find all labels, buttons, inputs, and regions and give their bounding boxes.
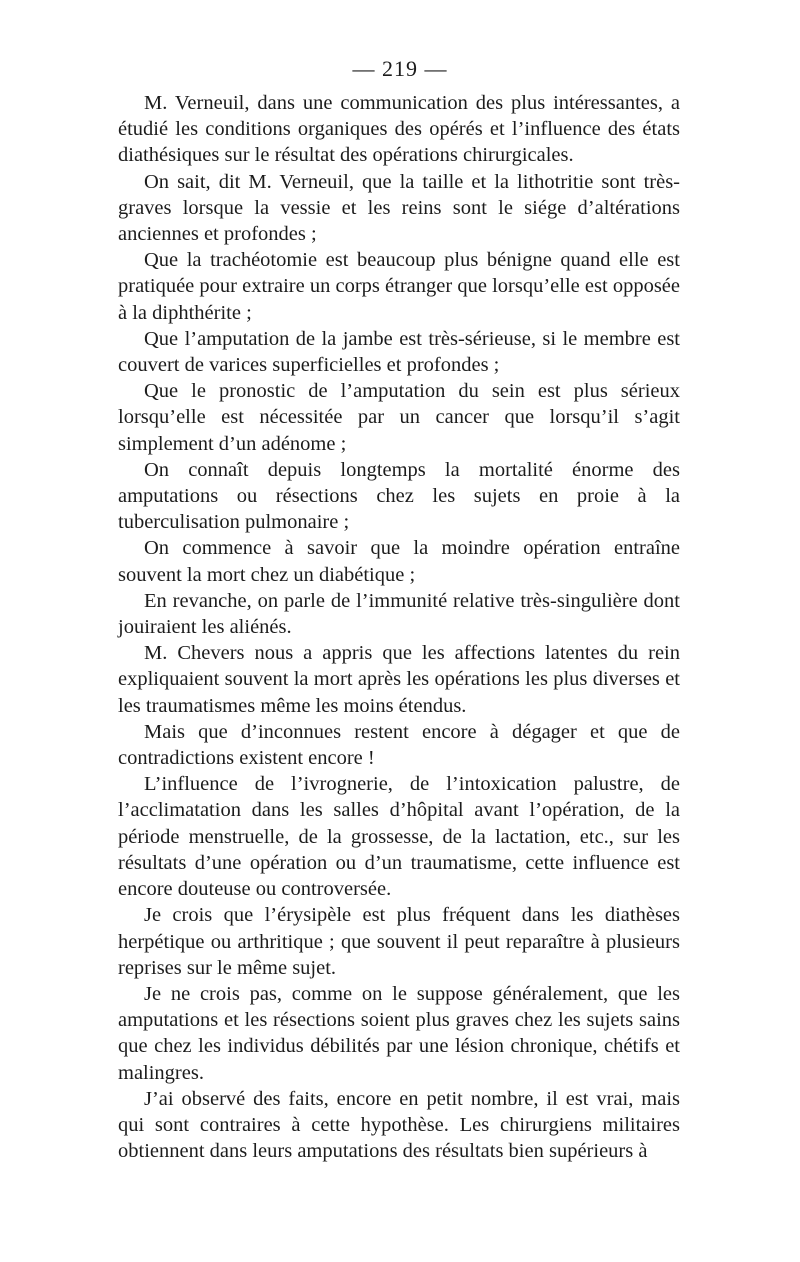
paragraph: Je crois que l’érysipèle est plus fréquent dans les diathèses herpétique ou arthritique ; que souvent il peut reparaître à plusieurs reprises sur le même sujet. [118,904,680,979]
body-text [118,90,680,1164]
paragraph: M. Verneuil, dans une communication des plus intéressantes, a étudié les conditions organiques des opérés et l’influence des états diathésiques sur le résultat des opérations chirurgicales. [118,92,680,167]
paragraph: Que la trachéotomie est beaucoup plus bénigne quand elle est pratiquée pour extraire un corps étranger que lorsqu’elle est opposée à la diphthérite ; [118,249,680,324]
paragraph: L’influence de l’ivrognerie, de l’intoxication palustre, de l’acclimatation dans les salles d’hôpital avant l’opération, de la période menstruelle, de la grossesse, de la lactation, etc., sur les résultats d’une opération ou d’un traumatisme, cette influence est encore douteuse ou controversée. [118,773,680,901]
paragraph: Que l’amputation de la jambe est très-sérieuse, si le membre est couvert de varices superficielles et profondes ; [118,327,680,377]
paragraph: M. Chevers nous a appris que les affections latentes du rein expliquaient souvent la mort après les opérations les plus diverses et les traumatismes même les moins étendus. [118,642,680,717]
page-number: — 219 — [352,56,448,81]
paragraph: J’ai observé des faits, encore en petit nombre, il est vrai, mais qui sont contraires à cette hypothèse. Les chirurgiens militaires obtiennent dans leurs amputations des résultats bien supérieurs à [118,1087,680,1163]
paragraph: On connaît depuis longtemps la mortalité énorme des amputations ou résections chez les sujets en proie à la tuberculisation pulmonaire ; [118,458,680,534]
paragraph: Mais que d’inconnues restent encore à dégager et que de contradictions existent encore ! [118,720,680,770]
paragraph: On commence à savoir que la moindre opération entraîne souvent la mort chez un diabétique ; [118,537,680,586]
paragraph: En revanche, on parle de l’immunité relative très-singulière dont jouiraient les aliénés. [118,589,680,639]
paragraph: On sait, dit M. Verneuil, que la taille et la lithotritie sont très-graves lorsque la vessie et les reins sont le siége d’altérations anciennes et profondes ; [118,170,680,246]
paragraph: Je ne crois pas, comme on le suppose généralement, que les amputations et les résections soient plus graves chez les sujets sains que chez les individus débilités par une lésion chronique, chétifs et malingres. [118,982,680,1084]
paragraph: Que le pronostic de l’amputation du sein est plus sérieux lorsqu’elle est nécessitée par un cancer que lorsqu’il s’agit simplement d’un adénome ; [118,380,680,455]
